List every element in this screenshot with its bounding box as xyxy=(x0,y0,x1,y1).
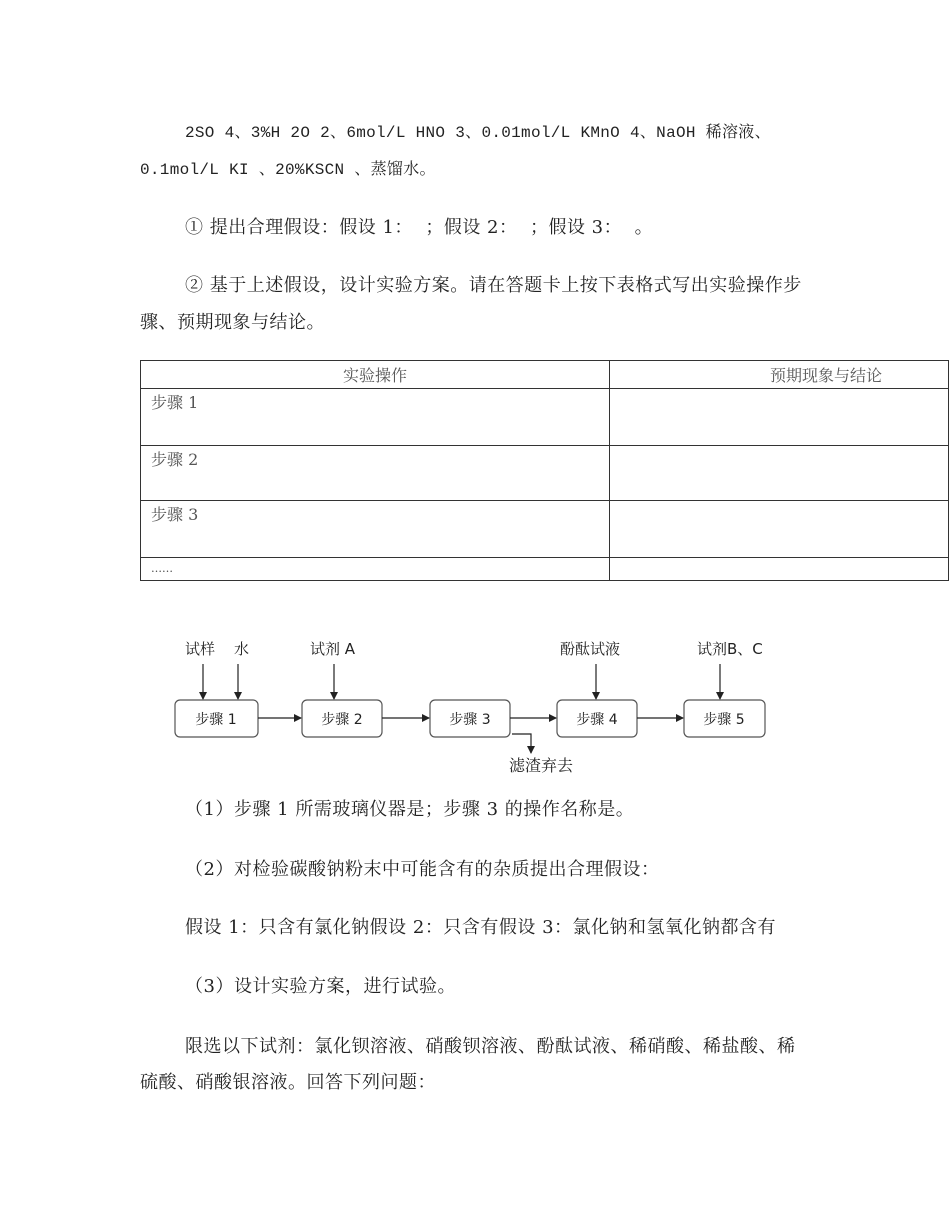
reagent-limit-line-2: 硫酸、硝酸银溶液。回答下列问题： xyxy=(140,1072,436,1093)
hypotheses-line: 假设 1：只含有氯化钠假设 2：只含有假设 3：氯化钠和氢氧化钠都含有 xyxy=(185,917,777,938)
question-1: （1）步骤 1 所需玻璃仪器是；步骤 3 的操作名称是。 xyxy=(185,799,635,820)
step-label-3: 步骤 3 xyxy=(449,712,491,728)
reagents-line-1: 2SO 4、3%H 2O 2、6mol/L HNO 3、0.01mol/L KMnO 4、NaOH 稀溶液、 xyxy=(185,124,771,142)
result-cell xyxy=(610,389,949,446)
design-prompt-line-2: 骤、预期现象与结论。 xyxy=(140,312,325,333)
reagents-line-2: 0.1mol/L KI 、20%KSCN 、蒸馏水。 xyxy=(140,161,436,179)
operation-cell: 步骤 2 xyxy=(141,446,610,501)
step-label-1: 步骤 1 xyxy=(195,712,237,728)
process-flowchart xyxy=(0,620,950,795)
header-operation: 实验操作 xyxy=(141,361,610,389)
step-label-2: 步骤 2 xyxy=(321,712,363,728)
operation-cell: 步骤 3 xyxy=(141,501,610,558)
question-3: （3）设计实验方案，进行试验。 xyxy=(185,976,456,997)
step-label-5: 步骤 5 xyxy=(703,712,745,728)
input-label-reagent-a: 试剂 A xyxy=(310,640,356,658)
waste-label: 滤渣弃去 xyxy=(509,756,574,775)
experiment-table xyxy=(140,360,949,581)
reagent-limit-line-1: 限选以下试剂：氯化钡溶液、硝酸钡溶液、酚酞试液、稀硝酸、稀盐酸、稀 xyxy=(185,1036,796,1057)
result-cell xyxy=(610,501,949,558)
input-label-water: 水 xyxy=(234,640,250,658)
result-cell xyxy=(610,558,949,581)
arrow-step3-to-waste xyxy=(512,734,531,753)
design-prompt-line-1: ② 基于上述假设，设计实验方案。请在答题卡上按下表格式写出实验操作步 xyxy=(185,275,802,296)
table-header-row xyxy=(141,361,949,389)
table-row xyxy=(141,501,949,558)
input-label-sample: 试样 xyxy=(185,640,216,658)
result-cell xyxy=(610,446,949,501)
input-label-phenolphthalein: 酚酞试液 xyxy=(560,640,621,658)
table-row xyxy=(141,558,949,581)
question-2: （2）对检验碳酸钠粉末中可能含有的杂质提出合理假设： xyxy=(185,859,660,880)
header-phenomenon-conclusion: 预期现象与结论 xyxy=(610,361,949,389)
operation-cell: 步骤 1 xyxy=(141,389,610,446)
table-row xyxy=(141,389,949,446)
table-row xyxy=(141,446,949,501)
input-label-reagent-bc: 试剂B、C xyxy=(697,640,763,658)
hypothesis-prompt: ① 提出合理假设：假设 1： ；假设 2： ；假设 3： 。 xyxy=(185,217,654,238)
step-label-4: 步骤 4 xyxy=(576,712,618,728)
operation-cell: …… xyxy=(141,558,610,581)
